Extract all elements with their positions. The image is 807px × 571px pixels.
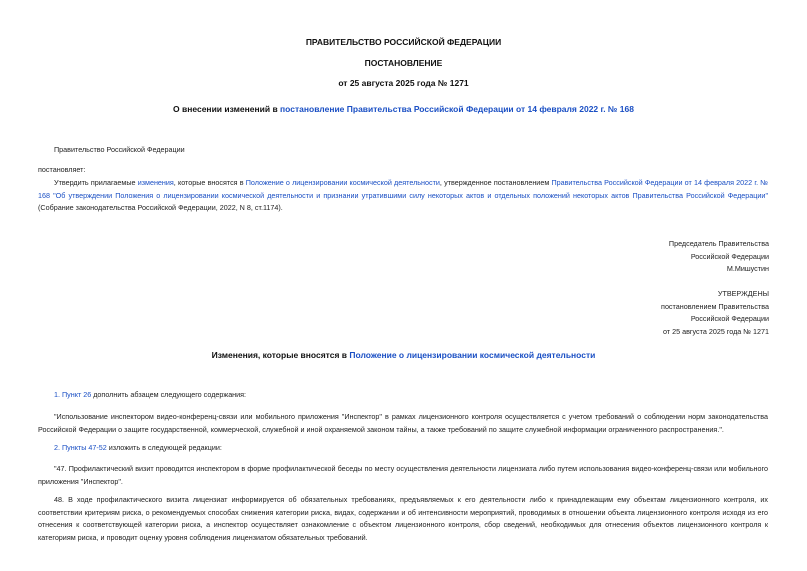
item-1-link[interactable]: 1. Пункт 26 [54, 390, 92, 399]
item-2-text: изложить в следующей редакции: [106, 443, 222, 452]
para-text-2: , которые вносятся в [173, 178, 246, 187]
para-text-1: Утвердить прилагаемые [54, 178, 138, 187]
resolves-text: постановляет: [38, 165, 86, 174]
changes-link[interactable]: изменения [137, 178, 174, 187]
item-2-link[interactable]: 2. Пункты 47-52 [54, 443, 107, 452]
resolution-168-link[interactable]: Правительства Российской Федерации от 14 февраля 2022 г. № 168 "Об утверждении Положения о лицензировании космической деятельности и признании утратившими силу некоторых актов и отдельных положений некоторых актов Правительства Российской Федерации" [38, 178, 768, 200]
approval-block [661, 288, 769, 338]
document-date-number: от 25 августа 2025 года № 1271 [338, 78, 469, 88]
changes-title [0, 350, 807, 360]
issuer-text: Правительство Российской Федерации [54, 145, 185, 154]
document-title [0, 104, 807, 114]
main-paragraph [38, 177, 768, 215]
approval-date: от 25 августа 2025 года № 1271 [662, 326, 769, 336]
paragraph-48: 48. В ходе профилактического визита лицензиат информируется об обязательных требованиях, предъявляемых к его деятельности либо к принадлежащим ему объектам лицензионного контроля, их соответствии критериям риска, о рекомендуемых способах снижения категории риска, видах, содержании и об интенсивности мероприятий, проводимых в отношении объекта лицензионного контроля исходя из его отнесения к соответствующей категории риска, а инспектор осуществляет ознакомление с объектом лицензионного контроля, сбор сведений, необходимых для отнесения объектов лицензионного контроля к категориям риска, и проводит оценку уровня соблюдения лицензиатом обязательных требований. [38, 495, 768, 542]
signature-block [669, 238, 769, 276]
regulation-link[interactable]: Положение о лицензировании космической деятельности [245, 178, 440, 187]
paragraph-47: "47. Профилактический визит проводится инспектором в форме профилактической беседы по месту осуществления деятельности лицензиата либо путем использования видео-конференц-связи или мобильного приложения "Инспектор". [38, 464, 768, 486]
approval-heading: УТВЕРЖДЕНЫ [717, 289, 769, 298]
signature-country: Российской Федерации [690, 251, 769, 261]
approval-line-2: постановлением Правительства [661, 301, 769, 311]
approval-line-3: Российской Федерации [690, 314, 769, 323]
item-2 [54, 442, 222, 455]
title-resolution-link[interactable]: постановление Правительства Российской Федерации от 14 февраля 2022 г. № 168 [280, 104, 634, 114]
changes-title-prefix: Изменения, которые вносятся в [211, 350, 350, 360]
signature-name: М.Мишустин [726, 264, 769, 273]
item-1-text: дополнить абзацем следующего содержания: [91, 390, 247, 399]
government-heading: ПРАВИТЕЛЬСТВО РОССИЙСКОЙ ФЕДЕРАЦИИ [305, 37, 502, 47]
item-1 [54, 389, 246, 402]
title-prefix: О внесении изменений в [173, 104, 281, 114]
signature-position: Председатель Правительства [668, 239, 769, 248]
document-type: ПОСТАНОВЛЕНИЕ [364, 58, 443, 68]
para-text-4: (Собрание законодательства Российской Федерации, 2022, N 8, ст.1174). [38, 203, 283, 212]
changes-title-link[interactable]: Положение о лицензировании космической деятельности [349, 350, 596, 360]
item-1-quote: "Использование инспектором видео-конференц-связи или мобильного приложения "Инспектор" в рамках лицензионного контроля осуществляется с учетом требований о соблюдении норм законодательства Российской Федерации о защите государственной, коммерческой, служебной и иной охраняемой законом тайны, а также требований по защите служебной информации ограниченного распространения.". [38, 412, 768, 434]
para-text-3: , утвержденное постановлением [439, 178, 552, 187]
